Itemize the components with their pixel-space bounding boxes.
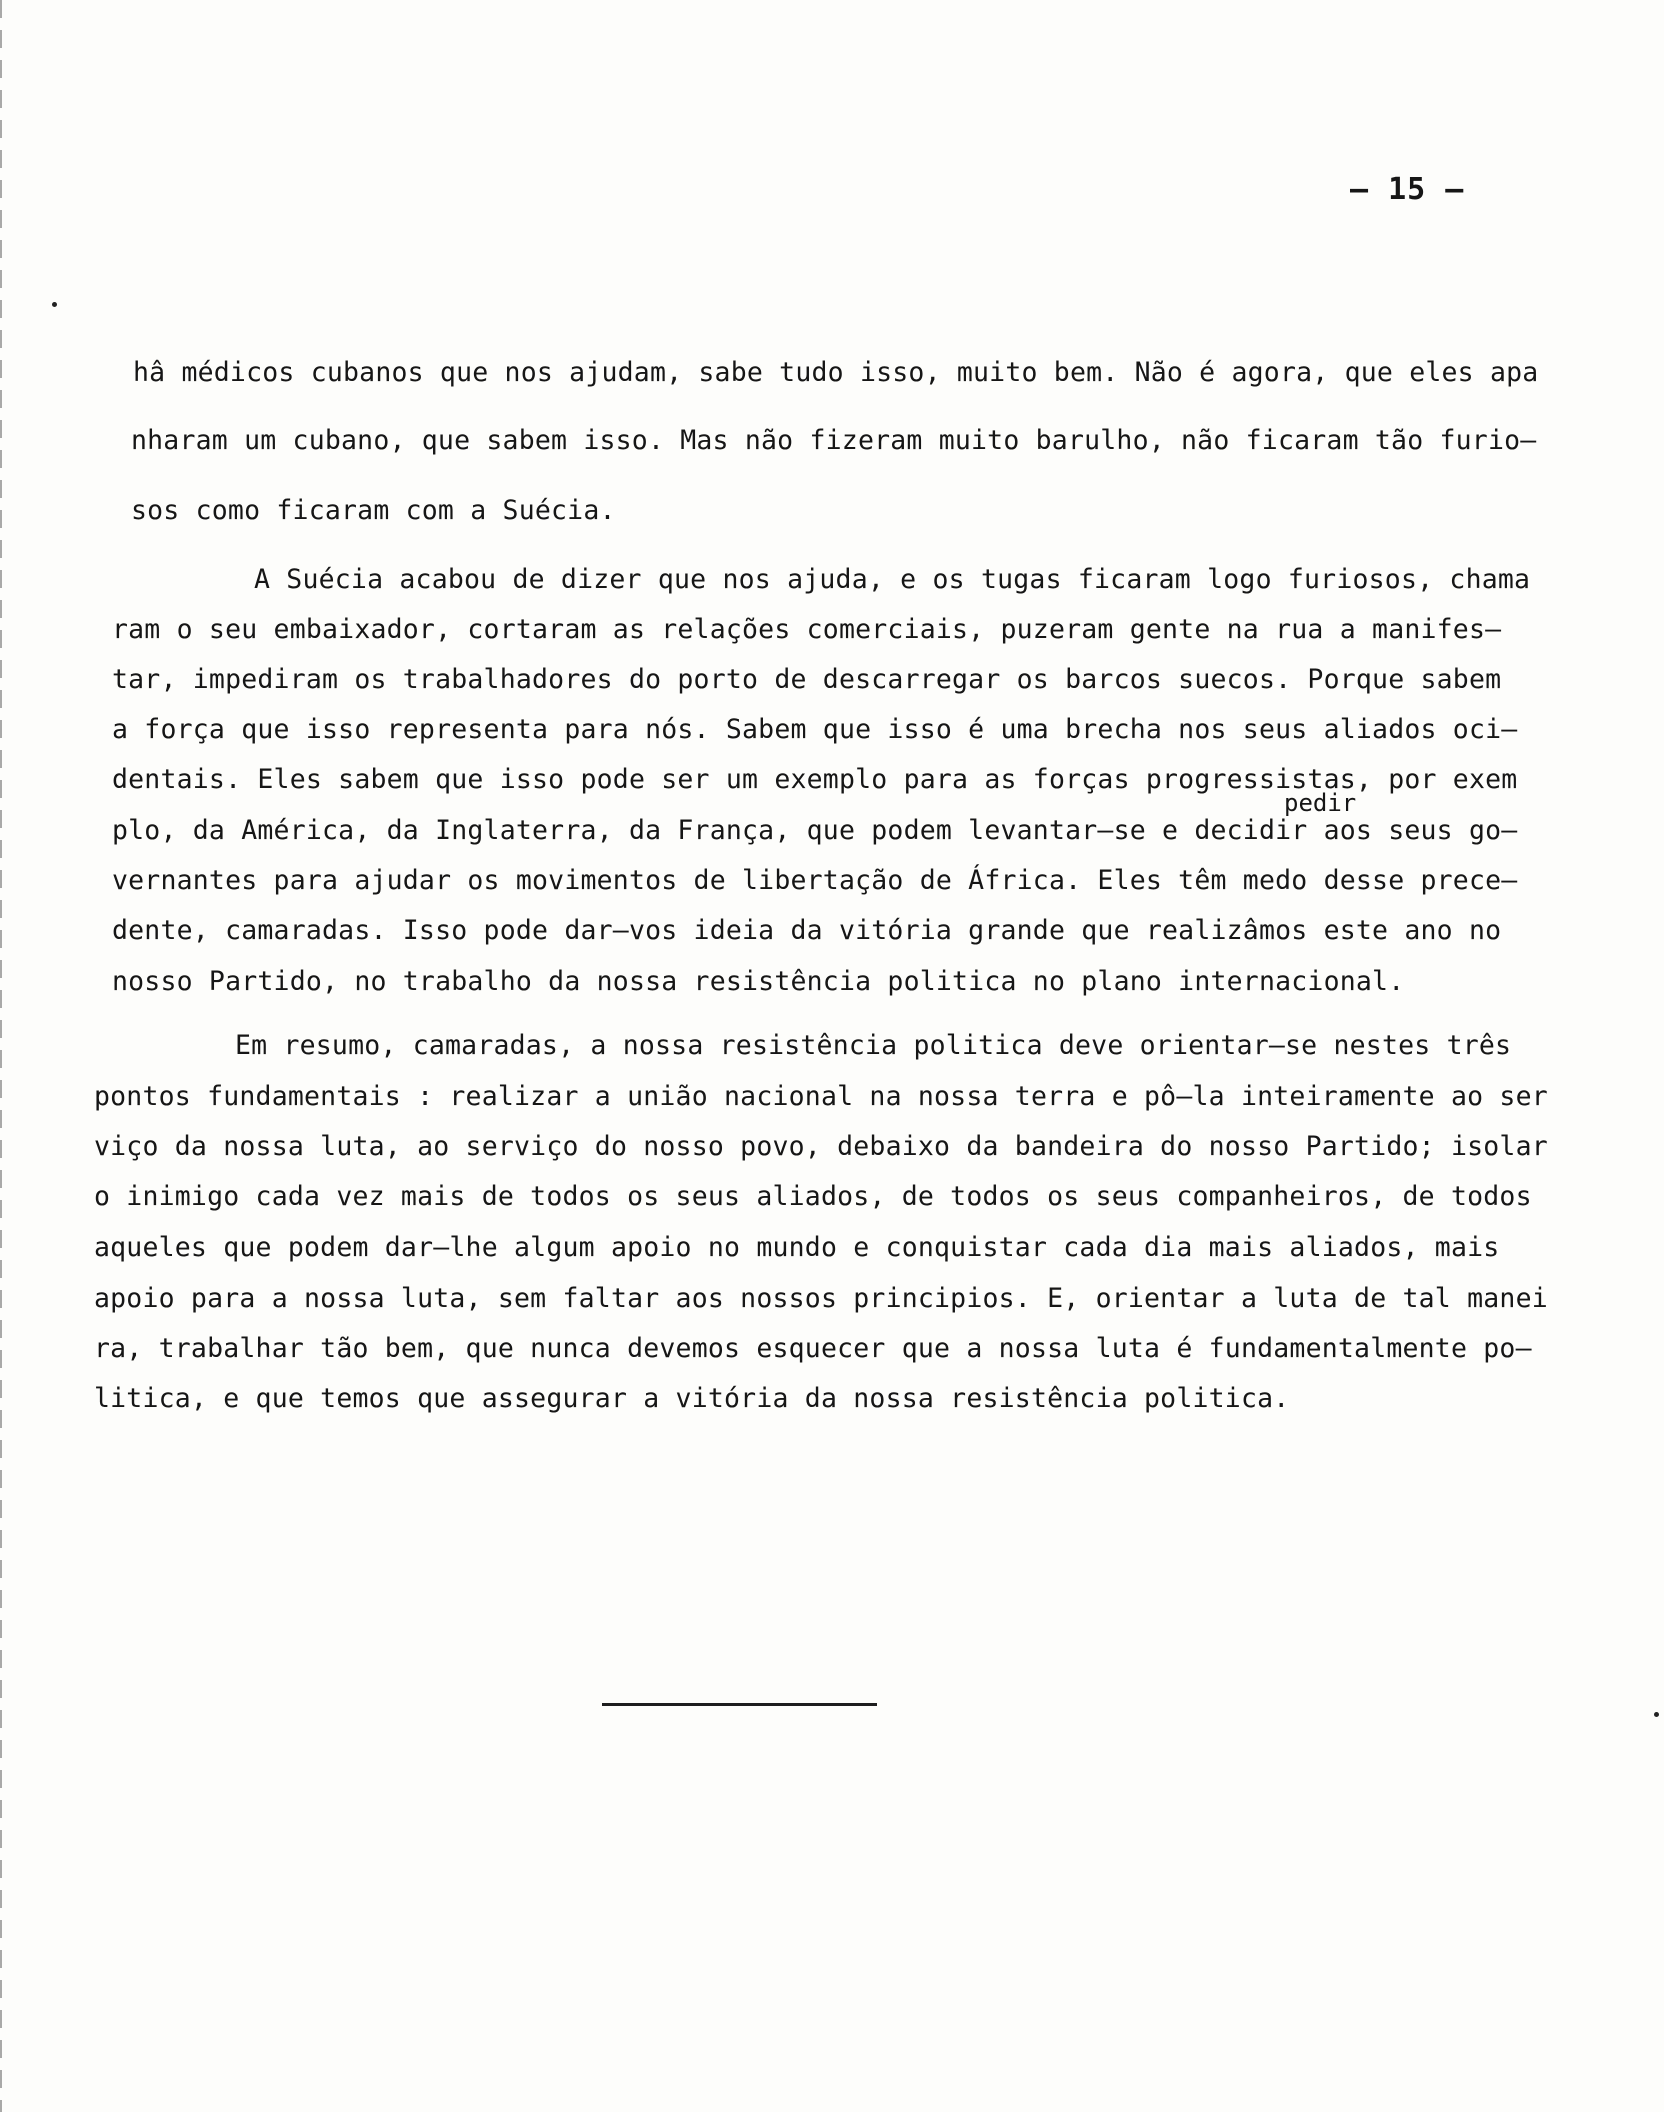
paragraph-3-line-7: ra, trabalhar tão bem, que nunca devemos esquecer que a nossa luta é fundamentalmente po– [94, 1333, 1532, 1364]
paragraph-1-line-2: nharam um cubano, que sabem isso. Mas não fizeram muito barulho, não ficaram tão furio– [131, 425, 1537, 456]
paragraph-3-line-1: Em resumo, camaradas, a nossa resistência politica deve orientar–se nestes três [235, 1030, 1512, 1061]
paragraph-2-line-2: ram o seu embaixador, cortaram as relações comerciais, puzeram gente na rua a manifes– [112, 614, 1502, 645]
paragraph-2-line-9: nosso Partido, no trabalho da nossa resistência politica no plano internacional. [112, 966, 1405, 997]
left-edge-scan-mark [0, 0, 2, 2112]
paragraph-2-line-7: vernantes para ajudar os movimentos de libertação de África. Eles têm medo desse prece– [112, 865, 1518, 896]
paragraph-1-line-3: sos como ficaram com a Suécia. [131, 495, 616, 526]
page-number: – 15 – [1350, 172, 1465, 207]
paragraph-2-line-8: dente, camaradas. Isso pode dar–vos ideia da vitória grande que realizâmos este ano no [112, 915, 1502, 946]
paragraph-2-line-1: A Suécia acabou de dizer que nos ajuda, e os tugas ficaram logo furiosos, chama [254, 564, 1531, 595]
paragraph-3-line-2: pontos fundamentais : realizar a união nacional na nossa terra e pô–la inteiramente ao ser [94, 1081, 1548, 1112]
paragraph-2-line-6: plo, da América, da Inglaterra, da França, que podem levantar–se e decidir aos seus go– [112, 815, 1518, 846]
closing-rule [602, 1703, 877, 1706]
paragraph-3-line-4: o inimigo cada vez mais de todos os seus aliados, de todos os seus companheiros, de todos [94, 1181, 1532, 1212]
paragraph-2-line-5: dentais. Eles sabem que isso pode ser um exemplo para as forças progressistas, por exem [112, 764, 1518, 795]
paragraph-3-line-6: apoio para a nossa luta, sem faltar aos nossos principios. E, orientar a luta de tal manei [94, 1283, 1548, 1314]
handwritten-insertion: pedir [1284, 789, 1357, 817]
paragraph-1-line-1: hâ médicos cubanos que nos ajudam, sabe tudo isso, muito bem. Não é agora, que eles apa [133, 357, 1539, 388]
paragraph-3-line-3: viço da nossa luta, ao serviço do nosso povo, debaixo da bandeira do nosso Partido; isolar [94, 1131, 1548, 1162]
paragraph-3-line-5: aqueles que podem dar–lhe algum apoio no mundo e conquistar cada dia mais aliados, mais [94, 1232, 1500, 1263]
scan-speck [52, 302, 57, 307]
paragraph-2-line-4: a força que isso representa para nós. Sabem que isso é uma brecha nos seus aliados oci– [112, 714, 1518, 745]
paragraph-3-line-8: litica, e que temos que assegurar a vitória da nossa resistência politica. [94, 1383, 1290, 1414]
scan-speck [1654, 1712, 1659, 1717]
paragraph-2-line-3: tar, impediram os trabalhadores do porto de descarregar os barcos suecos. Porque sabem [112, 664, 1502, 695]
